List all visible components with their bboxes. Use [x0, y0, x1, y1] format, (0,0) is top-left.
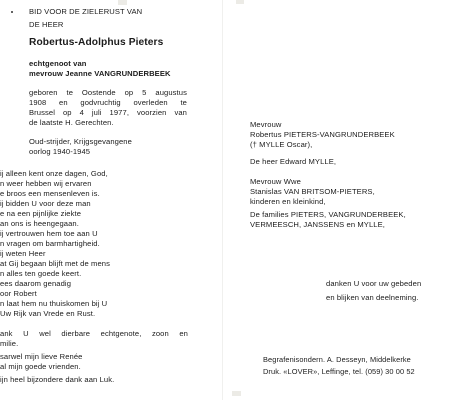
prayer-line: e na een pijnlijke ziekte — [0, 209, 82, 218]
heading-line: DE HEER — [29, 20, 64, 29]
family-line: Stanislas VAN BRITSOM-PIETERS, — [250, 187, 375, 196]
prayer-line: n alles ten goede keert. — [0, 269, 82, 278]
heading-line: BID VOOR DE ZIELERUST VAN — [29, 7, 143, 16]
farewell-line: ank U wel dierbare echtgenote, zoon en — [0, 329, 188, 338]
veteran-line: Oud-strijder, Krijgsgevangene — [29, 137, 132, 146]
prayer-line: n vragen om barmhartigheid. — [0, 239, 100, 248]
prayer-line: ij alleen kent onze dagen, God, — [0, 169, 108, 178]
farewell-line: ijn heel bijzondere dank aan Luk. — [0, 375, 115, 384]
card-fold — [222, 0, 223, 400]
spouse-line: mevrouw Jeanne VANGRUNDERBEEK — [29, 69, 171, 78]
family-line: De heer Edward MYLLE, — [250, 157, 337, 166]
prayer-line: ij bidden U voor deze man — [0, 199, 91, 208]
family-line: Robertus PIETERS-VANGRUNDERBEEK — [250, 130, 395, 139]
bio-line: 1908 en godvruchtig overleden te — [29, 98, 187, 107]
family-line: VERMEESCH, JANSSENS en MYLLE, — [250, 220, 385, 229]
family-line: kinderen en kleinkind, — [250, 197, 326, 206]
farewell-line: sarwel mijn lieve Renée — [0, 352, 83, 361]
paper-mark — [232, 391, 241, 396]
thanks-line: en blijken van deelneming. — [326, 293, 419, 302]
bio-line: geboren te Oostende op 5 augustus — [29, 88, 187, 97]
prayer-line: ees daarom genadig — [0, 279, 72, 288]
family-line: Mevrouw — [250, 120, 282, 129]
spouse-line: echtgenoot van — [29, 59, 87, 68]
prayer-line: n laat hem nu thuiskomen bij U — [0, 299, 108, 308]
farewell-line: milie. — [0, 339, 19, 348]
family-line: († MYLLE Oscar), — [250, 140, 313, 149]
paper-mark — [236, 0, 244, 4]
prayer-line: n weer hebben wij ervaren — [0, 179, 92, 188]
veteran-line: oorlog 1940-1945 — [29, 147, 91, 156]
prayer-line: an ons is heengegaan. — [0, 219, 79, 228]
deceased-name: Robertus-Adolphus Pieters — [29, 37, 164, 48]
printer-line: Begrafenisondern. A. Desseyn, Middelkerke — [263, 355, 411, 364]
bio-line: Brussel op 4 juli 1977, voorzien van — [29, 108, 187, 117]
bullet-mark — [11, 11, 13, 13]
paper-mark — [118, 0, 127, 5]
prayer-line: Uw Rijk van Vrede en Rust. — [0, 309, 96, 318]
thanks-line: danken U voor uw gebeden — [326, 279, 422, 288]
bio-line: de laatste H. Gerechten. — [29, 118, 114, 127]
family-line: De families PIETERS, VANGRUNDERBEEK, — [250, 210, 406, 219]
prayer-line: oor Robert — [0, 289, 37, 298]
family-line: Mevrouw Wwe — [250, 177, 301, 186]
printer-line: Druk. «LOVER», Leffinge, tel. (059) 30 00 52 — [263, 367, 415, 376]
farewell-line: al mijn goede vrienden. — [0, 362, 81, 371]
prayer-line: ij vertrouwen hem toe aan U — [0, 229, 98, 238]
prayer-line: e broos een mensenleven is. — [0, 189, 100, 198]
prayer-line: ij weten Heer — [0, 249, 46, 258]
prayer-line: at Gij begaan blijft met de mens — [0, 259, 110, 268]
